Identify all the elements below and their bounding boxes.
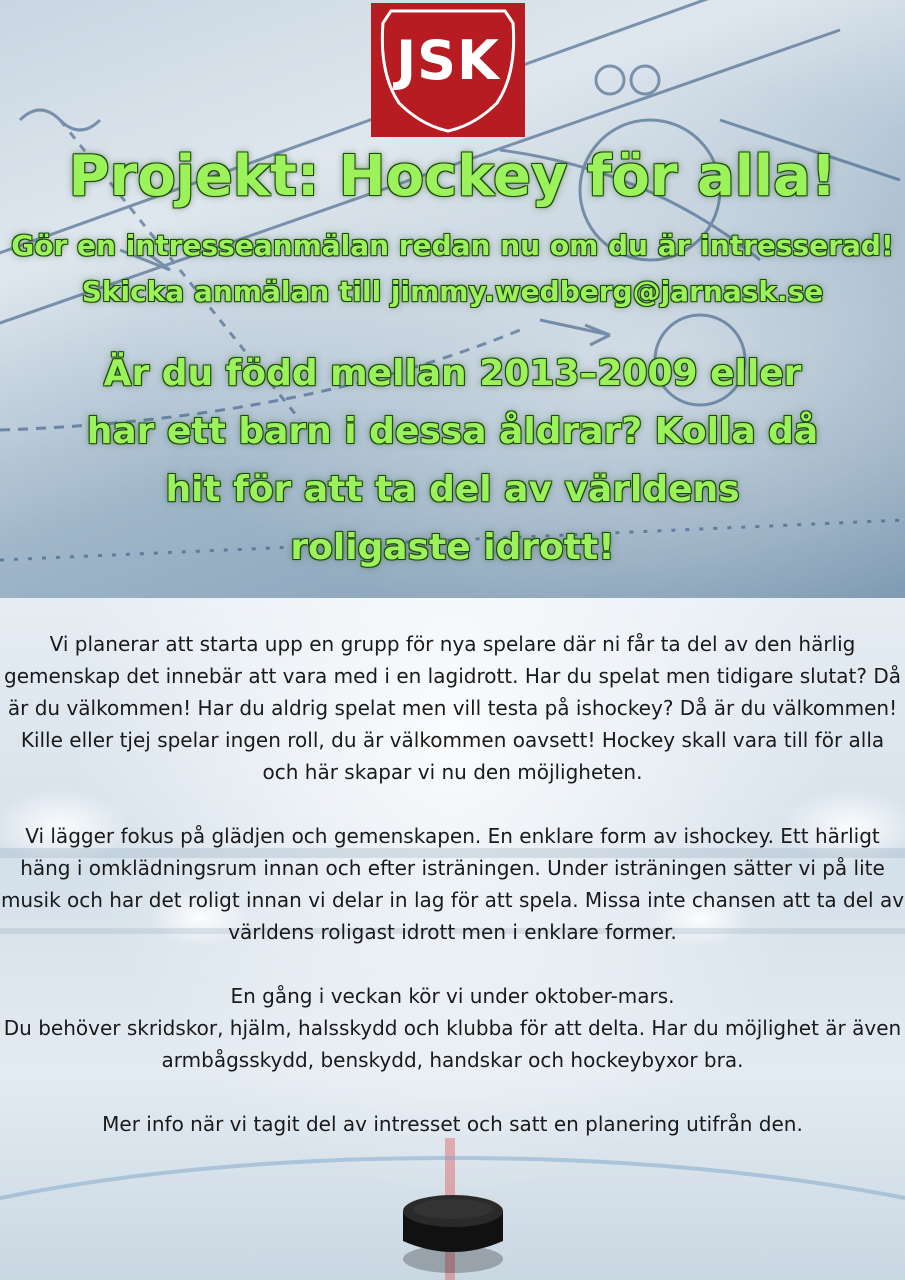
signup-email[interactable]: Skicka anmälan till jimmy.wedberg@jarnask.se: [81, 275, 824, 308]
schedule-line: En gång i veckan kör vi under oktober-mars.: [230, 984, 675, 1008]
description: [0, 628, 905, 1172]
age-question: Är du född mellan 2013–2009 eller har ett barn i dessa åldrar? Kolla då hit för att ta del av världens roligaste idrott!: [86, 353, 819, 568]
logo-text: JSK: [396, 29, 500, 92]
page-title: Projekt: Hockey för alla!: [68, 144, 837, 209]
hero-section: [0, 0, 905, 598]
rink-section: [0, 598, 905, 1280]
equipment-line: Du behöver skridskor, hjälm, halsskydd och klubba för att delta. Har du möjlighet är även armbågsskydd, benskydd, handskar och hockeybyxor bra.: [3, 1016, 902, 1072]
paragraph-more-info: Mer info när vi tagit del av intresset och satt en planering utifrån den.: [102, 1112, 803, 1136]
signup-call: Gör en intresseanmälan redan nu om du är intresserad!: [11, 229, 894, 262]
jsk-logo: [371, 3, 525, 137]
paragraph-schedule: [0, 980, 905, 1076]
paragraph-intro: Vi planerar att starta upp en grupp för nya spelare där ni får ta del av den härlig gemenskap det innebär att vara med i en lagidrott. Har du spelat men tidigare slutat? Då är du välkommen! Har du aldrig spelat men vill testa på ishockey? Då är du välkommen! Kille eller tjej spelar ingen roll, du är välkommen oavsett! Hockey skall vara till för alla och här skapar vi nu den möjligheten.: [4, 632, 901, 784]
paragraph-focus: Vi lägger fokus på glädjen och gemenskapen. En enklare form av ishockey. Ett härligt häng i omklädningsrum innan och efter isträningen. Under isträningen sätter vi på lite musik och har det roligt innan vi delar in lag för att spela. Missa inte chansen att ta del av världens roligast idrott men i enklare former.: [0, 824, 905, 944]
hockey-puck-icon: [400, 1183, 506, 1273]
